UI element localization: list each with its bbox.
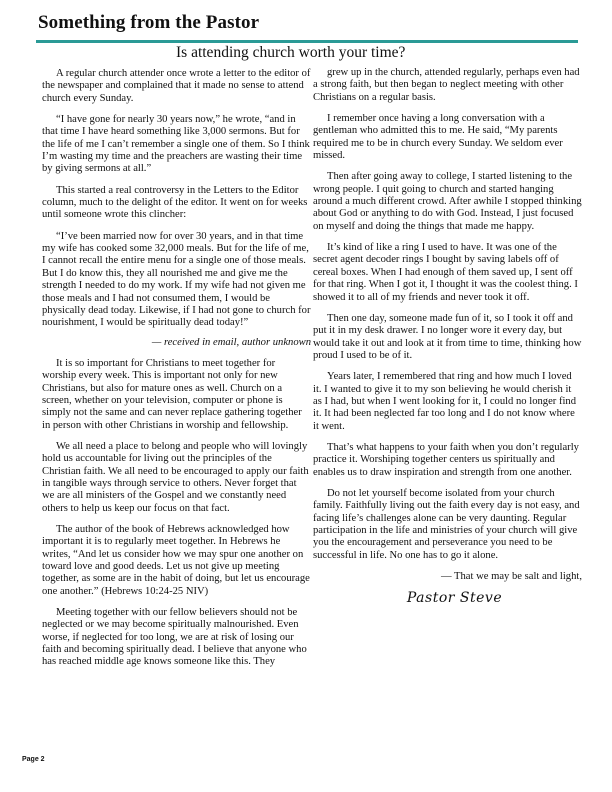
paragraph: Then one day, someone made fun of it, so I took it off and put it in my desk drawer. I no longer wore it every day, but would take it out and look at it from time to time, thinking how proud I used to be of it. xyxy=(313,312,582,361)
quote-credit: — received in email, author unknown xyxy=(151,336,311,348)
paragraph: A regular church attender once wrote a letter to the editor of the newspaper and complained that it made no sense to attend church every Sunday. xyxy=(42,68,311,104)
right-column xyxy=(313,67,582,614)
page-number: Page 2 xyxy=(22,756,45,763)
signature: Pastor Steve xyxy=(406,590,503,607)
left-column xyxy=(42,68,311,678)
article-title: Is attending church worth your time? xyxy=(176,44,406,61)
paragraph: We all need a place to belong and people who will lovingly hold us accountable for living out the principles of the Christian faith. We all need to be encouraged to apply our faith in tangible ways through service to others. Never forget that we are all ministers of the Gospel and we constantly need others to help us keep our focus on that fact. xyxy=(42,440,309,514)
paragraph: The author of the book of Hebrews acknowledged how important it is to regularly meet together. In Hebrews he writes, “And let us consider how we may spur one another on toward love and good deeds. Let us not give up meeting together, as some are in the habit of doing, but let us encourage one another.” (Hebrews 10:24-25 NIV) xyxy=(42,524,310,597)
paragraph: “I have gone for nearly 30 years now,” he wrote, “and in that time I have heard something like 3,000 sermons. But for the life of me I can’t remember a single one of them. So I think I’m wasting my time and the preachers are wasting their time by giving sermons at all.” xyxy=(42,114,310,175)
paragraph: It is so important for Christians to meet together for worship every week. This is important not only for new Christians, but also for mature ones as well. Church on a screen, whether on your television, computer or phone is simply not the same and can never replace gathering together in person with other Christians in worship and fellowship. xyxy=(42,357,302,431)
paragraph: I remember once having a long conversation with a gentleman who admitted this to me. He said, “My parents required me to be in church every Sunday. We seldom ever missed. xyxy=(313,113,563,162)
header-rule xyxy=(36,40,578,43)
paragraph: It’s kind of like a ring I used to have. It was one of the secret agent decoder rings I bought by saving labels off of cereal boxes. When I had enough of them saved up, I sent off for that ring. When I got it, I thought it was the coolest thing. I showed it to all of my friends and never took it off. xyxy=(313,242,578,303)
paragraph: Then after going away to college, I started listening to the wrong people. I quit going to church and started hanging around a much different crowd. After awhile I stopped thinking about God or anything to do with God. Instead, I just focused on myself and doing the things that made me happy. xyxy=(313,171,582,232)
paragraph: grew up in the church, attended regularly, perhaps even had a strong faith, but then began to neglect meeting with other Christians on a regular basis. xyxy=(313,67,580,103)
paragraph: “I’ve been married now for over 30 years, and in that time my wife has cooked some 32,000 meals. But for the life of me, I cannot recall the entire menu for a single one of those meals. But I do know this, they all nourished me and give me the strength I needed to do my work. If my wife had not given me those meals and I had not consumed them, I would be physically dead today. Likewise, if I had not gone to church for nourishment, I would be spiritually dead today!” xyxy=(42,230,311,329)
closing-line: — That we may be salt and light, xyxy=(440,571,582,583)
paragraph: Years later, I remembered that ring and how much I loved it. I wanted to give it to my son believing he would cherish it as I had, but when I went looking for it, I could no longer find it. It had been neglected far too long and I do not know where it went. xyxy=(313,371,577,432)
section-title: Something from the Pastor xyxy=(38,12,260,33)
paragraph: This started a real controversy in the Letters to the Editor column, much to the delight of the editor. It went on for weeks until someone wrote this clincher: xyxy=(42,184,308,221)
paragraph: That’s what happens to your faith when you don’t regularly practice it. Worshiping together centers us spiritually and enables us to draw inspiration and strength from one another. xyxy=(313,441,579,478)
paragraph: Do not let yourself become isolated from your church family. Faithfully living out the faith every day is not easy, and facing life’s challenges alone can be very daunting. Regular participation in the life and ministries of your church will give you the encouragement and perseverance you need to be successful in life. No one has to go it alone. xyxy=(313,487,580,561)
paragraph: Meeting together with our fellow believers should not be neglected or we may become spiritually malnourished. Even worse, if neglected for too long, we are at risk of losing our faith and becoming spiritually dead. I believe that anyone who has reached middle age knows someone like this. They xyxy=(42,607,307,668)
